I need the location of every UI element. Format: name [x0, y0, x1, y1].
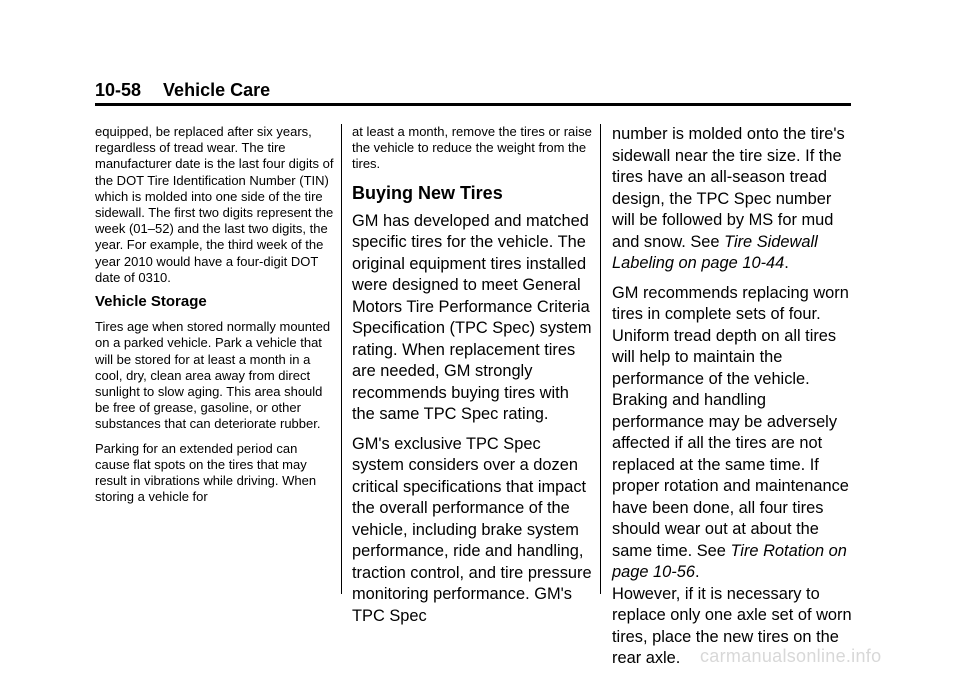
column-2	[352, 124, 592, 635]
page-header	[95, 80, 270, 101]
paragraph: Tires age when stored normally mounted on a parked vehicle. Park a vehicle that will be stored for at least a month in a cool, dry, clean area away from direct sunlight to slow aging. This area should be free of grease, gasoline, or other substances that can deteriorate rubber.	[95, 319, 331, 432]
cross-reference-link[interactable]: Tire Sidewall Labeling on page 10-44	[612, 232, 818, 272]
heading-buying-new-tires: Buying New Tires	[352, 182, 503, 203]
subheading-vehicle-storage: Vehicle Storage	[95, 293, 207, 311]
paragraph	[612, 124, 857, 275]
column-divider	[341, 124, 342, 594]
paragraph: However, if it is necessary to replace only one axle set of worn tires, place the new tires on the rear axle.	[612, 584, 852, 667]
section-title: Vehicle Care	[163, 80, 271, 100]
column-3	[612, 124, 857, 678]
paragraph: at least a month, remove the tires or raise the vehicle to reduce the weight from the tires.	[352, 124, 592, 172]
paragraph-text: number is molded onto the tire's sidewall near the tire size. If the tires have an all-season tread design, the TPC Spec number will be followed by MS for mud and snow. See	[612, 125, 845, 251]
paragraph-text: .	[694, 563, 700, 581]
paragraph: Parking for an extended period can cause flat spots on the tires that may result in vibrations while driving. When storing a vehicle for	[95, 440, 317, 505]
watermark: carmanualsonline.info	[700, 646, 882, 666]
column-divider	[600, 124, 601, 594]
column-1	[95, 124, 335, 513]
paragraph: equipped, be replaced after six years, regardless of tread wear. The tire manufacturer date is the last four digits of the DOT Tire Identification Number (TIN) which is molded into one side of the tire sidewall. The first two digits represent the week (01–52) and the last two digits, the year. For example, the third week of the year 2010 would have a four-digit DOT date of 0310.	[95, 124, 334, 285]
header-rule	[95, 103, 851, 106]
paragraph-text: GM recommends replacing worn tires in complete sets of four. Uniform tread depth on all tires will help to maintain the performance of the vehicle. Braking and handling performance may be adversely affected if all the tires are not replaced at the same time. If proper rotation and maintenance have been done, all four tires should wear out at about the same time. See	[612, 283, 849, 560]
page-number: 10-58	[95, 80, 142, 100]
paragraph	[612, 283, 857, 584]
paragraph-text: .	[784, 254, 789, 272]
cross-reference-link[interactable]: Tire Rotation on page 10-56	[612, 541, 847, 581]
paragraph: GM has developed and matched specific tires for the vehicle. The original equipment tires installed were designed to meet General Motors Tire Performance Criteria Specification (TPC Spec) system rating. When replacement tires are needed, GM strongly recommends buying tires with the same TPC Spec rating.	[352, 211, 592, 424]
paragraph: GM's exclusive TPC Spec system considers over a dozen critical specifications that impact the overall performance of the vehicle, including brake system performance, ride and handling, traction control, and tire pressure monitoring performance. GM's TPC Spec	[352, 434, 592, 625]
